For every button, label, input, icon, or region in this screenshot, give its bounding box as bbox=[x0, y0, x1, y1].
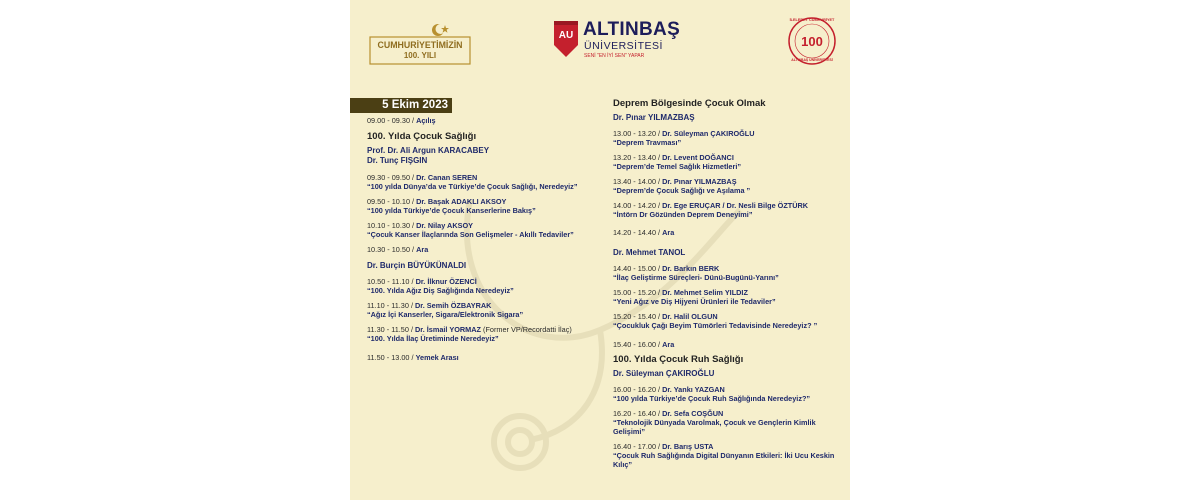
slot-time: 16.00 - 16.20 / bbox=[613, 385, 661, 394]
talk-title: “Çocuk Ruh Sağlığında Digital Dünyanın Etkileri: İki Ucu Keskin Kılıç” bbox=[613, 451, 835, 469]
speaker-name: Dr. Ege ERUÇAR / Dr. Nesli Bilge ÖZTÜRK bbox=[662, 201, 809, 210]
talk-title: “Yeni Ağız ve Diş Hijyeni Ürünleri ile Tedaviler” bbox=[613, 297, 776, 306]
republic-logo-line2: 100. YILI bbox=[403, 51, 437, 60]
session-slot bbox=[613, 177, 849, 195]
session-slot bbox=[613, 409, 849, 436]
slot-time: 10.10 - 10.30 / bbox=[367, 221, 415, 230]
talk-title: “100. Yılda Ağız Diş Sağlığında Neredeyiz” bbox=[367, 286, 514, 295]
session-slot bbox=[613, 129, 849, 147]
slot-time: 15.40 - 16.00 / bbox=[613, 340, 661, 349]
slot-time: 15.20 - 15.40 / bbox=[613, 312, 661, 321]
session-slot bbox=[613, 385, 849, 403]
talk-title: “Çocuk Kanser İlaçlarında Son Gelişmeler - Akıllı Tedaviler” bbox=[367, 230, 574, 239]
slot-label: Ara bbox=[662, 228, 675, 237]
session-slot bbox=[613, 153, 849, 171]
slot-time: 14.40 - 15.00 / bbox=[613, 264, 661, 273]
slot-time: 15.00 - 15.20 / bbox=[613, 288, 661, 297]
slot-time: 11.10 - 11.30 / bbox=[367, 301, 413, 310]
centennial-badge bbox=[787, 12, 837, 70]
break-slot bbox=[367, 245, 590, 254]
talk-title: “Deprem Travması” bbox=[613, 138, 682, 147]
opening-slot bbox=[367, 116, 590, 125]
session-slot bbox=[613, 288, 849, 306]
session-slot bbox=[613, 442, 849, 469]
moderator-name: Dr. Tunç FIŞGIN bbox=[367, 156, 428, 165]
talk-title: “100 yılda Dünya’da ve Türkiye’de Çocuk Sağlığı, Neredeyiz” bbox=[367, 182, 578, 191]
slot-time: 13.20 - 13.40 / bbox=[613, 153, 661, 162]
talk-title: “100. Yılda İlaç Üretiminde Neredeyiz” bbox=[367, 334, 499, 343]
session-slot bbox=[367, 173, 590, 191]
republic-logo-line1: CUMHURİYETİMİZİN bbox=[377, 40, 463, 50]
moderators bbox=[367, 146, 590, 166]
speaker-name: Dr. Mehmet Selim YILDIZ bbox=[662, 288, 748, 297]
session-slot bbox=[367, 277, 590, 295]
university-subtitle: ÜNİVERSİTESİ bbox=[584, 40, 663, 52]
speaker-name: Dr. İsmail YORMAZ bbox=[415, 325, 481, 334]
slot-label: Ara bbox=[662, 340, 675, 349]
slot-time: 09.00 - 09.30 / bbox=[367, 116, 415, 125]
lunch-slot bbox=[367, 353, 590, 362]
slot-label: Ara bbox=[416, 245, 429, 254]
university-slogan: SENİ "EN İYİ SEN" YAPAR bbox=[584, 53, 645, 59]
left-column bbox=[350, 98, 590, 368]
badge-top-text: İLELEBET CUMHURİYET bbox=[789, 18, 835, 22]
badge-number: 100 bbox=[801, 34, 823, 49]
speaker-name: Dr. Başak ADAKLI AKSOY bbox=[416, 197, 507, 206]
section-title: 100. Yılda Çocuk Sağlığı bbox=[367, 131, 477, 142]
slot-time: 16.40 - 17.00 / bbox=[613, 442, 661, 451]
shield-monogram: AU bbox=[558, 30, 574, 41]
talk-title: “100 yılda Türkiye’de Çocuk Ruh Sağlığında Neredeyiz?” bbox=[613, 394, 811, 403]
date-banner: 5 Ekim 2023 bbox=[350, 98, 452, 113]
speaker-name: Dr. Barış USTA bbox=[662, 442, 714, 451]
speaker-name: Dr. Pınar YILMAZBAŞ bbox=[662, 177, 737, 186]
moderator-name: Prof. Dr. Ali Argun KARACABEY bbox=[367, 146, 490, 155]
slot-time: 09.30 - 09.50 / bbox=[367, 173, 415, 182]
slot-time: 14.20 - 14.40 / bbox=[613, 228, 661, 237]
speaker-name: Dr. Semih ÖZBAYRAK bbox=[415, 301, 492, 310]
talk-title: “Teknolojik Dünyada Varolmak, Çocuk ve Gençlerin Kimlik Gelişimi” bbox=[613, 418, 816, 436]
break-slot bbox=[613, 228, 849, 237]
program-poster bbox=[350, 0, 850, 500]
speaker-name: Dr. İlknur ÖZENCİ bbox=[415, 277, 477, 286]
section-title: 100. Yılda Çocuk Ruh Sağlığı bbox=[613, 354, 744, 365]
slot-time: 10.50 - 11.10 / bbox=[367, 277, 414, 286]
university-name: ALTINBAŞ bbox=[583, 19, 681, 40]
speaker-name: Dr. Sefa COŞĞUN bbox=[662, 409, 724, 418]
session-slot bbox=[367, 197, 590, 215]
talk-title: “Çocukluk Çağı Beyim Tümörleri Tedavisinde Neredeyiz? ” bbox=[613, 321, 818, 330]
slot-time: 10.30 - 10.50 / bbox=[367, 245, 415, 254]
republic-100-logo bbox=[368, 22, 472, 66]
session-slot bbox=[367, 301, 590, 319]
moderator-name: Dr. Süleyman ÇAKIROĞLU bbox=[613, 369, 715, 378]
slot-label: Açılış bbox=[416, 116, 436, 125]
speaker-name: Dr. Canan SEREN bbox=[416, 173, 478, 182]
slot-time: 11.30 - 11.50 / bbox=[367, 325, 413, 334]
speaker-name: Dr. Halil OLGUN bbox=[662, 312, 718, 321]
session-slot bbox=[367, 325, 590, 343]
slot-time: 11.50 - 13.00 / bbox=[367, 353, 414, 362]
slot-time: 09.50 - 10.10 / bbox=[367, 197, 415, 206]
moderator-name: Dr. Burçin BÜYÜKÜNALDI bbox=[367, 261, 467, 270]
break-slot bbox=[613, 340, 849, 349]
slot-time: 13.40 - 14.00 / bbox=[613, 177, 661, 186]
badge-bottom-text: ALTINBAŞ ÜNİVERSİTESİ bbox=[791, 58, 833, 62]
talk-title: “İlaç Geliştirme Süreçleri- Dünü-Bugünü-Yarını” bbox=[613, 273, 779, 282]
talk-title: “Deprem’de Temel Sağlık Hizmetleri” bbox=[613, 162, 742, 171]
session-slot bbox=[613, 264, 849, 282]
talk-title: “Deprem’de Çocuk Sağlığı ve Aşılama ” bbox=[613, 186, 751, 195]
speaker-name: Dr. Yankı YAZGAN bbox=[662, 385, 725, 394]
altinbas-university-logo bbox=[553, 19, 683, 63]
section-title: Deprem Bölgesinde Çocuk Olmak bbox=[613, 98, 766, 109]
speaker-name: Dr. Barkın BERK bbox=[662, 264, 720, 273]
moderator-name: Dr. Mehmet TANOL bbox=[613, 248, 686, 257]
speaker-name: Dr. Nilay AKSOY bbox=[416, 221, 474, 230]
slot-time: 13.00 - 13.20 / bbox=[613, 129, 661, 138]
talk-title: “100 yılda Türkiye’de Çocuk Kanserlerine Bakış” bbox=[367, 206, 536, 215]
moderator-name: Dr. Pınar YILMAZBAŞ bbox=[613, 113, 695, 122]
slot-label: Yemek Arası bbox=[415, 353, 459, 362]
session-slot bbox=[613, 312, 849, 330]
right-column bbox=[613, 98, 849, 475]
talk-title: “İntörn Dr Gözünden Deprem Deneyimi” bbox=[613, 210, 753, 219]
session-slot bbox=[613, 201, 849, 219]
speaker-note: (Former VP/Recordatti İlaç) bbox=[483, 325, 572, 334]
slot-time: 14.00 - 14.20 / bbox=[613, 201, 661, 210]
talk-title: “Ağız İçi Kanserler, Sigara/Elektronik Sigara” bbox=[367, 310, 524, 319]
speaker-name: Dr. Süleyman ÇAKIROĞLU bbox=[662, 129, 755, 138]
session-slot bbox=[367, 221, 590, 239]
speaker-name: Dr. Levent DOĞANCI bbox=[662, 153, 734, 162]
slot-time: 16.20 - 16.40 / bbox=[613, 409, 661, 418]
